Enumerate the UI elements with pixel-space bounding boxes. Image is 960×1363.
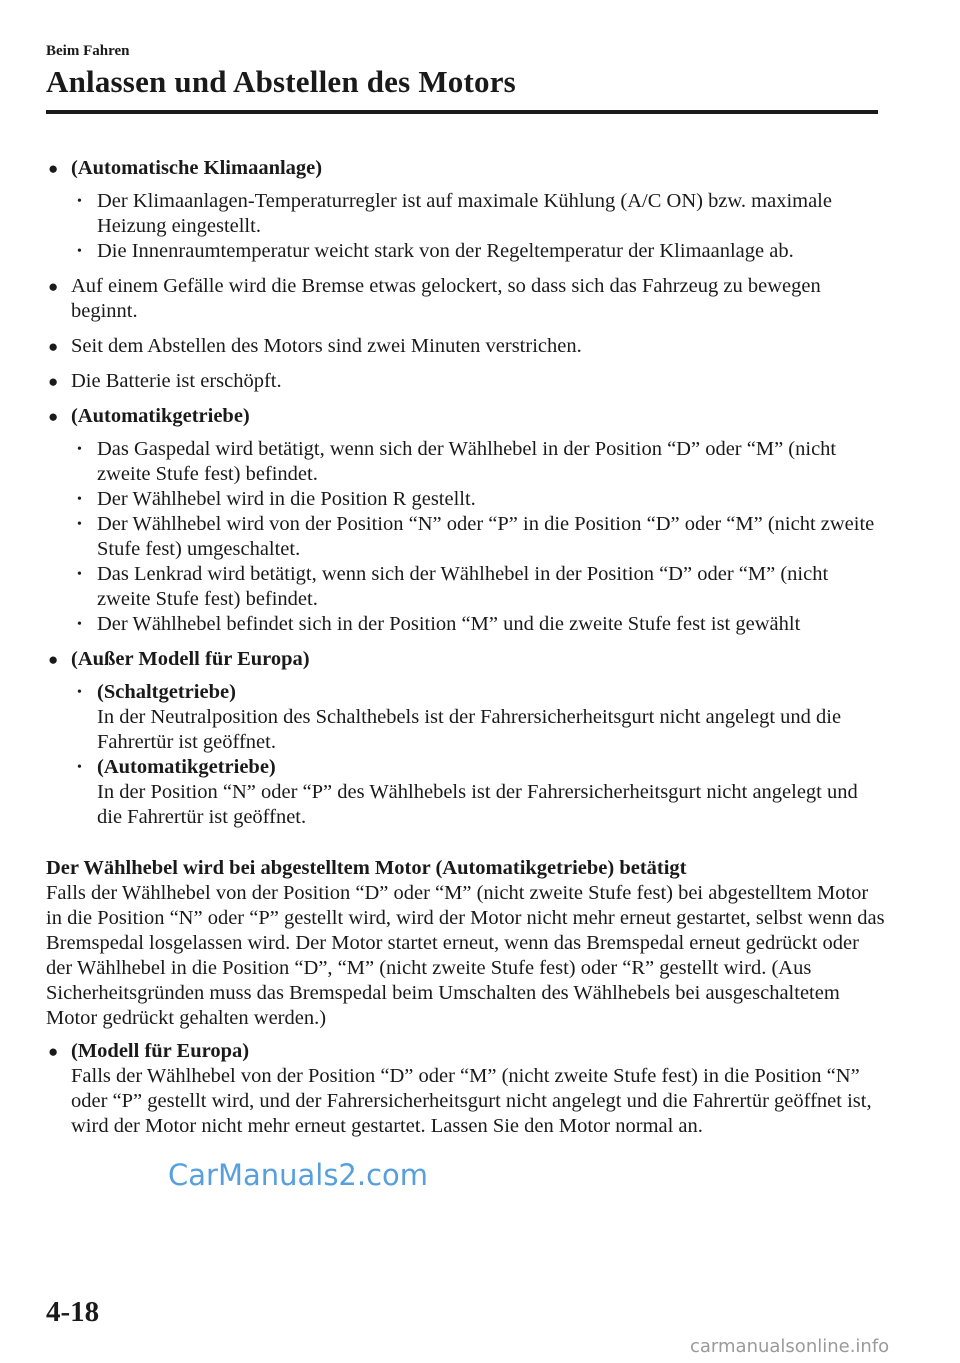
bullet-icon: ●	[48, 277, 59, 296]
paragraph-body: Falls der Wählhebel von der Position “D” oder “M” (nicht zweite Stufe fest) bei abgestelltem Motor in die Position “N” oder “P” gestellt wird, wird der Motor nicht mehr erneut gestartet, selbst wenn das Bremspedal losgelassen wird. Der Motor startet erneut, wenn das Bremspedal erneut gedrückt oder der Wählhebel in die Position “D”, “M” (nicht zweite Stufe fest) oder “R” gestellt wird. (Aus Sicherheitsgründen muss das Bremspedal beim Umschalten des Wählhebels bei ausgeschaltetem Motor gedrückt gehalten werden.)	[46, 882, 885, 1029]
list-item	[46, 156, 886, 264]
list-item-text: Die Batterie ist erschöpft.	[71, 370, 282, 392]
sub-list-item	[71, 612, 886, 637]
sub-bullet-icon: •	[77, 442, 82, 457]
sub-list-item	[71, 189, 886, 239]
sub-bullet-icon: •	[77, 617, 82, 632]
sub-list-item	[71, 512, 886, 562]
sub-bullet-icon: •	[77, 685, 82, 700]
page-header	[46, 42, 878, 102]
bullet-icon: ●	[48, 159, 59, 178]
sub-bullet-icon: •	[77, 194, 82, 209]
watermark-site[interactable]: carmanualsonline.info	[690, 1336, 890, 1357]
sub-list-text: Der Klimaanlagen-Temperaturregler ist auf maximale Kühlung (A/C ON) bzw. maximale Heizung eingestellt.	[97, 190, 832, 237]
sub-list-item	[71, 562, 886, 612]
list-item	[46, 334, 886, 359]
list-item-text: (Automatische Klimaanlage)	[71, 157, 323, 179]
list-item-europe	[46, 1039, 886, 1139]
sub-list-text: Das Gaspedal wird betätigt, wenn sich der Wählhebel in der Position “D” oder “M” (nicht zweite Stufe fest) befindet.	[97, 438, 837, 485]
list-item	[46, 647, 886, 830]
sub-bullet-icon: •	[77, 244, 82, 259]
sub-bullet-icon: •	[77, 517, 82, 532]
europe-text: Falls der Wählhebel von der Position “D” oder “M” (nicht zweite Stufe fest) in die Position “N” oder “P” gestellt wird, und der Fahrersicherheitsgurt nicht angelegt und die Fahrertür geöffnet ist, wird der Motor nicht mehr erneut gestartet. Lassen Sie den Motor normal an.	[71, 1065, 872, 1137]
sub-list-heading: (Automatikgetriebe)	[97, 756, 276, 778]
list-item	[46, 404, 886, 637]
sub-list-item	[71, 487, 886, 512]
sub-bullet-icon: •	[77, 492, 82, 507]
condition-list	[46, 156, 886, 830]
sub-bullet-icon: •	[77, 760, 82, 775]
list-item	[46, 369, 886, 394]
sub-list-text: In der Neutralposition des Schalthebels ist der Fahrersicherheitsgurt nicht angelegt und die Fahrertür ist geöffnet.	[97, 706, 842, 753]
page-content	[46, 156, 886, 1149]
sub-list-text: Das Lenkrad wird betätigt, wenn sich der Wählhebel in der Position “D” oder “M” (nicht zweite Stufe fest) befindet.	[97, 563, 829, 610]
bullet-icon: ●	[48, 407, 59, 426]
sub-list-text: Die Innenraumtemperatur weicht stark von der Regeltemperatur der Klimaanlage ab.	[97, 240, 794, 262]
sub-list-text: Der Wählhebel wird von der Position “N” oder “P” in die Position “D” oder “M” (nicht zweite Stufe fest) umgeschaltet.	[97, 513, 875, 560]
list-item-text: Seit dem Abstellen des Motors sind zwei Minuten verstrichen.	[71, 335, 582, 357]
sub-list-text: In der Position “N” oder “P” des Wählhebels ist der Fahrersicherheitsgurt nicht angelegt und die Fahrertür ist geöffnet.	[97, 781, 858, 828]
sub-list-item	[71, 239, 886, 264]
sub-list-text: Der Wählhebel wird in die Position R gestellt.	[97, 488, 476, 510]
sub-list-heading: (Schaltgetriebe)	[97, 681, 236, 703]
list-item-text: Auf einem Gefälle wird die Bremse etwas gelockert, so dass sich das Fahrzeug zu bewegen beginnt.	[71, 275, 821, 322]
page-number: 4-18	[46, 1296, 100, 1328]
paragraph-heading: Der Wählhebel wird bei abgestelltem Motor (Automatikgetriebe) betätigt	[46, 857, 687, 879]
page-title: Anlassen und Abstellen des Motors	[46, 64, 516, 99]
sub-list-item	[71, 755, 886, 830]
list-item-text: (Automatikgetriebe)	[71, 405, 250, 427]
sub-list	[71, 189, 886, 264]
sub-list-text: Der Wählhebel befindet sich in der Position “M” und die zweite Stufe fest ist gewählt	[97, 613, 801, 635]
sub-bullet-icon: •	[77, 567, 82, 582]
sub-list-item	[71, 680, 886, 755]
bullet-icon: ●	[48, 650, 59, 669]
watermark-logo[interactable]: CarManuals2.com	[168, 1158, 429, 1192]
list-item	[46, 274, 886, 324]
bullet-icon: ●	[48, 337, 59, 356]
sub-list-item	[71, 437, 886, 487]
bullet-icon: ●	[48, 372, 59, 391]
header-divider	[46, 110, 878, 114]
section-label: Beim Fahren	[46, 43, 130, 59]
bullet-icon: ●	[48, 1042, 59, 1061]
sub-list	[71, 680, 886, 830]
europe-heading: (Modell für Europa)	[71, 1040, 250, 1062]
sub-list	[71, 437, 886, 637]
list-item-text: (Außer Modell für Europa)	[71, 648, 310, 670]
